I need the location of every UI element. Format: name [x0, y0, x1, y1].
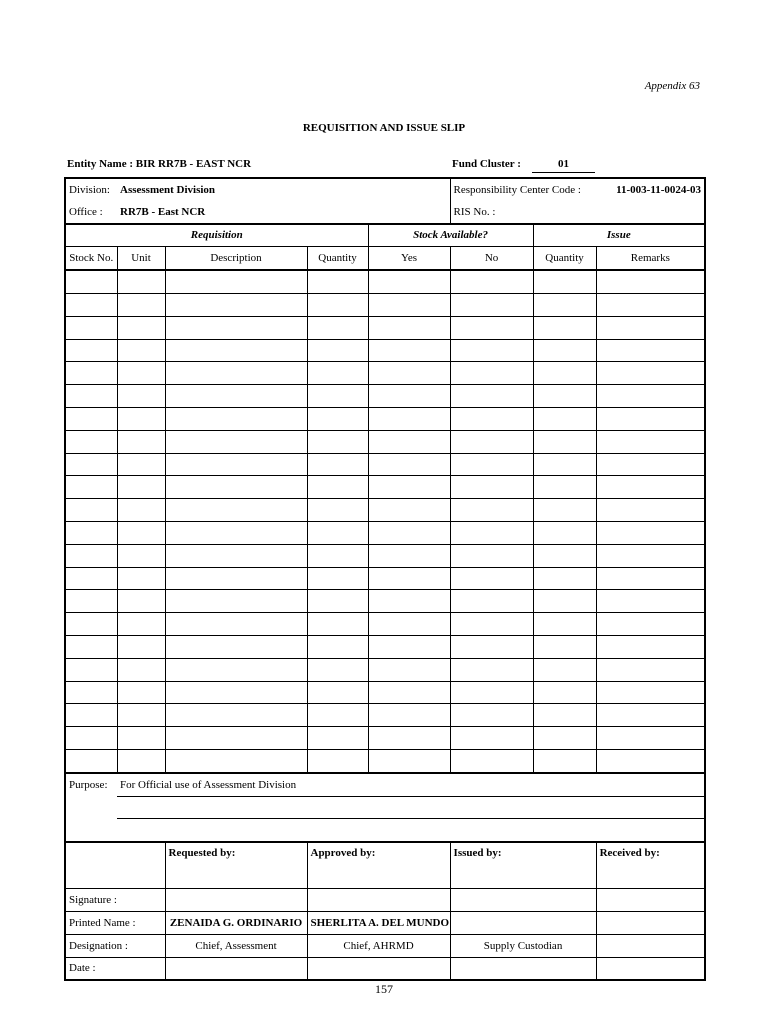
item-row [65, 293, 705, 316]
item-issue-quantity-cell[interactable] [533, 339, 596, 362]
item-yes-cell[interactable] [368, 567, 450, 590]
signature-label-cell [65, 842, 165, 889]
item-description-cell[interactable] [165, 727, 307, 750]
item-no-cell[interactable] [450, 270, 533, 293]
purpose-value: For Official use of Assessment Division [117, 773, 705, 796]
item-remarks-cell[interactable] [596, 635, 705, 658]
item-quantity-cell[interactable] [307, 476, 368, 499]
item-no-cell[interactable] [450, 453, 533, 476]
designation-label: Designation : [65, 934, 165, 957]
item-no-cell[interactable] [450, 430, 533, 453]
issued-by-signature [450, 889, 596, 912]
item-no-cell[interactable] [450, 316, 533, 339]
item-stock-no-cell[interactable] [65, 339, 117, 362]
item-stock-no-cell[interactable] [65, 293, 117, 316]
item-quantity-cell[interactable] [307, 316, 368, 339]
item-remarks-cell[interactable] [596, 476, 705, 499]
item-issue-quantity-cell[interactable] [533, 704, 596, 727]
purpose-line-row [65, 796, 705, 819]
received-by-name [596, 911, 705, 934]
item-stock-no-cell[interactable] [65, 521, 117, 544]
item-quantity-cell[interactable] [307, 544, 368, 567]
item-row [65, 362, 705, 385]
item-yes-cell[interactable] [368, 704, 450, 727]
item-stock-no-cell[interactable] [65, 749, 117, 772]
item-remarks-cell[interactable] [596, 590, 705, 613]
appendix-label: Appendix 63 [644, 80, 700, 92]
office-label: Office : [69, 205, 103, 218]
item-issue-quantity-cell[interactable] [533, 658, 596, 681]
item-row [65, 544, 705, 567]
item-stock-no-cell[interactable] [65, 635, 117, 658]
item-row [65, 430, 705, 453]
item-quantity-cell[interactable] [307, 613, 368, 636]
item-no-cell[interactable] [450, 476, 533, 499]
item-no-cell[interactable] [450, 544, 533, 567]
designation-row [65, 934, 705, 957]
received-by-designation [596, 934, 705, 957]
requisition-table [64, 177, 706, 981]
item-row [65, 316, 705, 339]
item-issue-quantity-cell[interactable] [533, 749, 596, 772]
stock-available-header: Stock Available? [368, 224, 533, 247]
item-description-cell[interactable] [165, 499, 307, 522]
item-description-cell[interactable] [165, 385, 307, 408]
item-no-cell[interactable] [450, 590, 533, 613]
division-row [65, 178, 705, 201]
signature-label: Signature : [65, 889, 165, 912]
item-yes-cell[interactable] [368, 613, 450, 636]
item-unit-cell[interactable] [117, 362, 165, 385]
requested-by-signature [165, 889, 307, 912]
item-remarks-cell[interactable] [596, 293, 705, 316]
purpose-label: Purpose: [65, 773, 117, 796]
item-description-cell[interactable] [165, 749, 307, 772]
item-quantity-cell[interactable] [307, 293, 368, 316]
item-remarks-cell[interactable] [596, 613, 705, 636]
item-quantity-cell[interactable] [307, 681, 368, 704]
issued-by-name [450, 911, 596, 934]
item-description-cell[interactable] [165, 453, 307, 476]
entity-name: Entity Name : BIR RR7B - EAST NCR [67, 158, 252, 170]
purpose-row [65, 773, 705, 796]
item-no-cell[interactable] [450, 293, 533, 316]
purpose-line-2 [117, 796, 705, 819]
item-stock-no-cell[interactable] [65, 270, 117, 293]
issued-by-date [450, 957, 596, 980]
item-issue-quantity-cell[interactable] [533, 476, 596, 499]
item-remarks-cell[interactable] [596, 521, 705, 544]
item-quantity-cell[interactable] [307, 727, 368, 750]
requested-by-designation: Chief, Assessment [165, 934, 307, 957]
item-issue-quantity-cell[interactable] [533, 590, 596, 613]
item-unit-cell[interactable] [117, 681, 165, 704]
received-by-date [596, 957, 705, 980]
date-label: Date : [69, 962, 96, 975]
item-row [65, 658, 705, 681]
item-no-cell[interactable] [450, 704, 533, 727]
item-description-cell[interactable] [165, 635, 307, 658]
item-unit-cell[interactable] [117, 270, 165, 293]
item-description-cell[interactable] [165, 613, 307, 636]
item-no-cell[interactable] [450, 635, 533, 658]
item-yes-cell[interactable] [368, 658, 450, 681]
item-quantity-cell[interactable] [307, 658, 368, 681]
col-remarks: Remarks [596, 247, 705, 270]
item-unit-cell[interactable] [117, 407, 165, 430]
item-description-cell[interactable] [165, 316, 307, 339]
item-no-cell[interactable] [450, 749, 533, 772]
purpose-spacer-row [65, 819, 705, 842]
item-remarks-cell[interactable] [596, 270, 705, 293]
item-issue-quantity-cell[interactable] [533, 293, 596, 316]
item-row [65, 681, 705, 704]
item-remarks-cell[interactable] [596, 316, 705, 339]
item-quantity-cell[interactable] [307, 590, 368, 613]
item-row [65, 407, 705, 430]
item-issue-quantity-cell[interactable] [533, 270, 596, 293]
item-unit-cell[interactable] [117, 453, 165, 476]
item-stock-no-cell[interactable] [65, 590, 117, 613]
item-unit-cell[interactable] [117, 567, 165, 590]
item-stock-no-cell[interactable] [65, 613, 117, 636]
ris-no-label: RIS No. : [450, 201, 596, 224]
approved-by-designation: Chief, AHRMD [307, 934, 450, 957]
item-stock-no-cell[interactable] [65, 476, 117, 499]
item-yes-cell[interactable] [368, 407, 450, 430]
approved-by-signature [307, 889, 450, 912]
issue-header: Issue [533, 224, 705, 247]
item-unit-cell[interactable] [117, 430, 165, 453]
item-remarks-cell[interactable] [596, 749, 705, 772]
requested-by-header: Requested by: [165, 842, 307, 889]
item-row [65, 613, 705, 636]
section-header-row [65, 224, 705, 247]
item-unit-cell[interactable] [117, 316, 165, 339]
item-description-cell[interactable] [165, 339, 307, 362]
item-unit-cell[interactable] [117, 476, 165, 499]
column-header-row [65, 247, 705, 270]
rcc-value: 11-003-11-0024-03 [616, 183, 702, 196]
received-by-signature [596, 889, 705, 912]
item-yes-cell[interactable] [368, 521, 450, 544]
division-label: Division: [69, 183, 110, 196]
col-unit: Unit [117, 247, 165, 270]
item-yes-cell[interactable] [368, 453, 450, 476]
col-quantity: Quantity [307, 247, 368, 270]
item-issue-quantity-cell[interactable] [533, 613, 596, 636]
item-issue-quantity-cell[interactable] [533, 521, 596, 544]
item-description-cell[interactable] [165, 362, 307, 385]
item-remarks-cell[interactable] [596, 362, 705, 385]
item-no-cell[interactable] [450, 658, 533, 681]
col-description: Description [165, 247, 307, 270]
item-stock-no-cell[interactable] [65, 727, 117, 750]
item-no-cell[interactable] [450, 339, 533, 362]
office-value: RR7B - East NCR [120, 205, 206, 218]
item-yes-cell[interactable] [368, 590, 450, 613]
item-stock-no-cell[interactable] [65, 704, 117, 727]
item-description-cell[interactable] [165, 293, 307, 316]
item-no-cell[interactable] [450, 499, 533, 522]
item-no-cell[interactable] [450, 385, 533, 408]
item-unit-cell[interactable] [117, 749, 165, 772]
issued-by-header: Issued by: [450, 842, 596, 889]
item-stock-no-cell[interactable] [65, 385, 117, 408]
requested-by-date [165, 957, 307, 980]
page-number: 157 [375, 982, 393, 996]
item-issue-quantity-cell[interactable] [533, 453, 596, 476]
item-unit-cell[interactable] [117, 658, 165, 681]
item-yes-cell[interactable] [368, 635, 450, 658]
rcc-label: Responsibility Center Code : [450, 178, 596, 201]
item-stock-no-cell[interactable] [65, 499, 117, 522]
item-description-cell[interactable] [165, 521, 307, 544]
requisition-header: Requisition [65, 224, 368, 247]
item-quantity-cell[interactable] [307, 749, 368, 772]
item-issue-quantity-cell[interactable] [533, 499, 596, 522]
item-remarks-cell[interactable] [596, 704, 705, 727]
item-quantity-cell[interactable] [307, 407, 368, 430]
item-unit-cell[interactable] [117, 635, 165, 658]
item-quantity-cell[interactable] [307, 704, 368, 727]
item-no-cell[interactable] [450, 567, 533, 590]
item-description-cell[interactable] [165, 567, 307, 590]
item-quantity-cell[interactable] [307, 453, 368, 476]
item-description-cell[interactable] [165, 407, 307, 430]
col-stock-no: Stock No. [65, 247, 117, 270]
date-row [65, 957, 705, 980]
item-row [65, 476, 705, 499]
item-stock-no-cell[interactable] [65, 453, 117, 476]
fund-cluster-label: Fund Cluster : [452, 158, 521, 170]
item-stock-no-cell[interactable] [65, 362, 117, 385]
item-row [65, 590, 705, 613]
col-no: No [450, 247, 533, 270]
item-description-cell[interactable] [165, 476, 307, 499]
item-no-cell[interactable] [450, 613, 533, 636]
approved-by-header: Approved by: [307, 842, 450, 889]
item-quantity-cell[interactable] [307, 430, 368, 453]
item-row [65, 385, 705, 408]
item-description-cell[interactable] [165, 270, 307, 293]
item-no-cell[interactable] [450, 681, 533, 704]
item-yes-cell[interactable] [368, 749, 450, 772]
approved-by-date [307, 957, 450, 980]
item-quantity-cell[interactable] [307, 499, 368, 522]
item-description-cell[interactable] [165, 544, 307, 567]
item-remarks-cell[interactable] [596, 727, 705, 750]
item-yes-cell[interactable] [368, 476, 450, 499]
item-yes-cell[interactable] [368, 385, 450, 408]
item-unit-cell[interactable] [117, 293, 165, 316]
signatory-header-row [65, 842, 705, 889]
item-quantity-cell[interactable] [307, 635, 368, 658]
item-row [65, 453, 705, 476]
item-issue-quantity-cell[interactable] [533, 430, 596, 453]
item-issue-quantity-cell[interactable] [533, 635, 596, 658]
item-no-cell[interactable] [450, 727, 533, 750]
item-description-cell[interactable] [165, 681, 307, 704]
item-yes-cell[interactable] [368, 362, 450, 385]
item-yes-cell[interactable] [368, 544, 450, 567]
item-issue-quantity-cell[interactable] [533, 567, 596, 590]
item-no-cell[interactable] [450, 521, 533, 544]
item-stock-no-cell[interactable] [65, 430, 117, 453]
item-stock-no-cell[interactable] [65, 316, 117, 339]
item-unit-cell[interactable] [117, 521, 165, 544]
item-yes-cell[interactable] [368, 339, 450, 362]
item-no-cell[interactable] [450, 407, 533, 430]
received-by-header: Received by: [596, 842, 705, 889]
item-row [65, 339, 705, 362]
item-row [65, 635, 705, 658]
item-yes-cell[interactable] [368, 727, 450, 750]
item-remarks-cell[interactable] [596, 453, 705, 476]
item-unit-cell[interactable] [117, 727, 165, 750]
division-value: Assessment Division [120, 183, 216, 196]
item-remarks-cell[interactable] [596, 681, 705, 704]
item-description-cell[interactable] [165, 704, 307, 727]
item-remarks-cell[interactable] [596, 567, 705, 590]
form-title: REQUISITION AND ISSUE SLIP [302, 122, 466, 134]
item-remarks-cell[interactable] [596, 407, 705, 430]
issued-by-designation: Supply Custodian [450, 934, 596, 957]
item-description-cell[interactable] [165, 590, 307, 613]
item-quantity-cell[interactable] [307, 521, 368, 544]
item-remarks-cell[interactable] [596, 339, 705, 362]
item-row [65, 270, 705, 293]
item-stock-no-cell[interactable] [65, 544, 117, 567]
item-issue-quantity-cell[interactable] [533, 544, 596, 567]
approved-by-name: SHERLITA A. DEL MUNDO [307, 911, 450, 934]
item-unit-cell[interactable] [117, 613, 165, 636]
item-quantity-cell[interactable] [307, 385, 368, 408]
item-issue-quantity-cell[interactable] [533, 681, 596, 704]
item-yes-cell[interactable] [368, 316, 450, 339]
item-row [65, 521, 705, 544]
item-yes-cell[interactable] [368, 270, 450, 293]
ris-no-value [596, 201, 705, 224]
item-quantity-cell[interactable] [307, 270, 368, 293]
item-unit-cell[interactable] [117, 385, 165, 408]
item-yes-cell[interactable] [368, 681, 450, 704]
item-remarks-cell[interactable] [596, 499, 705, 522]
item-quantity-cell[interactable] [307, 362, 368, 385]
item-yes-cell[interactable] [368, 293, 450, 316]
item-remarks-cell[interactable] [596, 544, 705, 567]
requested-by-name: ZENAIDA G. ORDINARIO [165, 911, 307, 934]
item-unit-cell[interactable] [117, 499, 165, 522]
item-quantity-cell[interactable] [307, 339, 368, 362]
item-unit-cell[interactable] [117, 339, 165, 362]
item-remarks-cell[interactable] [596, 430, 705, 453]
item-issue-quantity-cell[interactable] [533, 407, 596, 430]
item-issue-quantity-cell[interactable] [533, 727, 596, 750]
item-issue-quantity-cell[interactable] [533, 316, 596, 339]
office-row [65, 201, 705, 224]
printed-name-row [65, 911, 705, 934]
col-yes: Yes [368, 247, 450, 270]
item-description-cell[interactable] [165, 430, 307, 453]
signature-row [65, 889, 705, 912]
item-quantity-cell[interactable] [307, 567, 368, 590]
item-row [65, 499, 705, 522]
printed-name-label: Printed Name : [65, 911, 165, 934]
item-unit-cell[interactable] [117, 704, 165, 727]
item-row [65, 704, 705, 727]
item-stock-no-cell[interactable] [65, 407, 117, 430]
item-unit-cell[interactable] [117, 544, 165, 567]
item-yes-cell[interactable] [368, 430, 450, 453]
item-issue-quantity-cell[interactable] [533, 385, 596, 408]
item-stock-no-cell[interactable] [65, 681, 117, 704]
item-row [65, 727, 705, 750]
item-yes-cell[interactable] [368, 499, 450, 522]
item-unit-cell[interactable] [117, 590, 165, 613]
item-no-cell[interactable] [450, 362, 533, 385]
col-issue-quantity: Quantity [533, 247, 596, 270]
item-remarks-cell[interactable] [596, 658, 705, 681]
item-stock-no-cell[interactable] [65, 567, 117, 590]
item-remarks-cell[interactable] [596, 385, 705, 408]
fund-cluster-value: 01 [532, 158, 595, 173]
item-row [65, 567, 705, 590]
item-row [65, 749, 705, 772]
item-stock-no-cell[interactable] [65, 658, 117, 681]
item-issue-quantity-cell[interactable] [533, 362, 596, 385]
item-description-cell[interactable] [165, 658, 307, 681]
